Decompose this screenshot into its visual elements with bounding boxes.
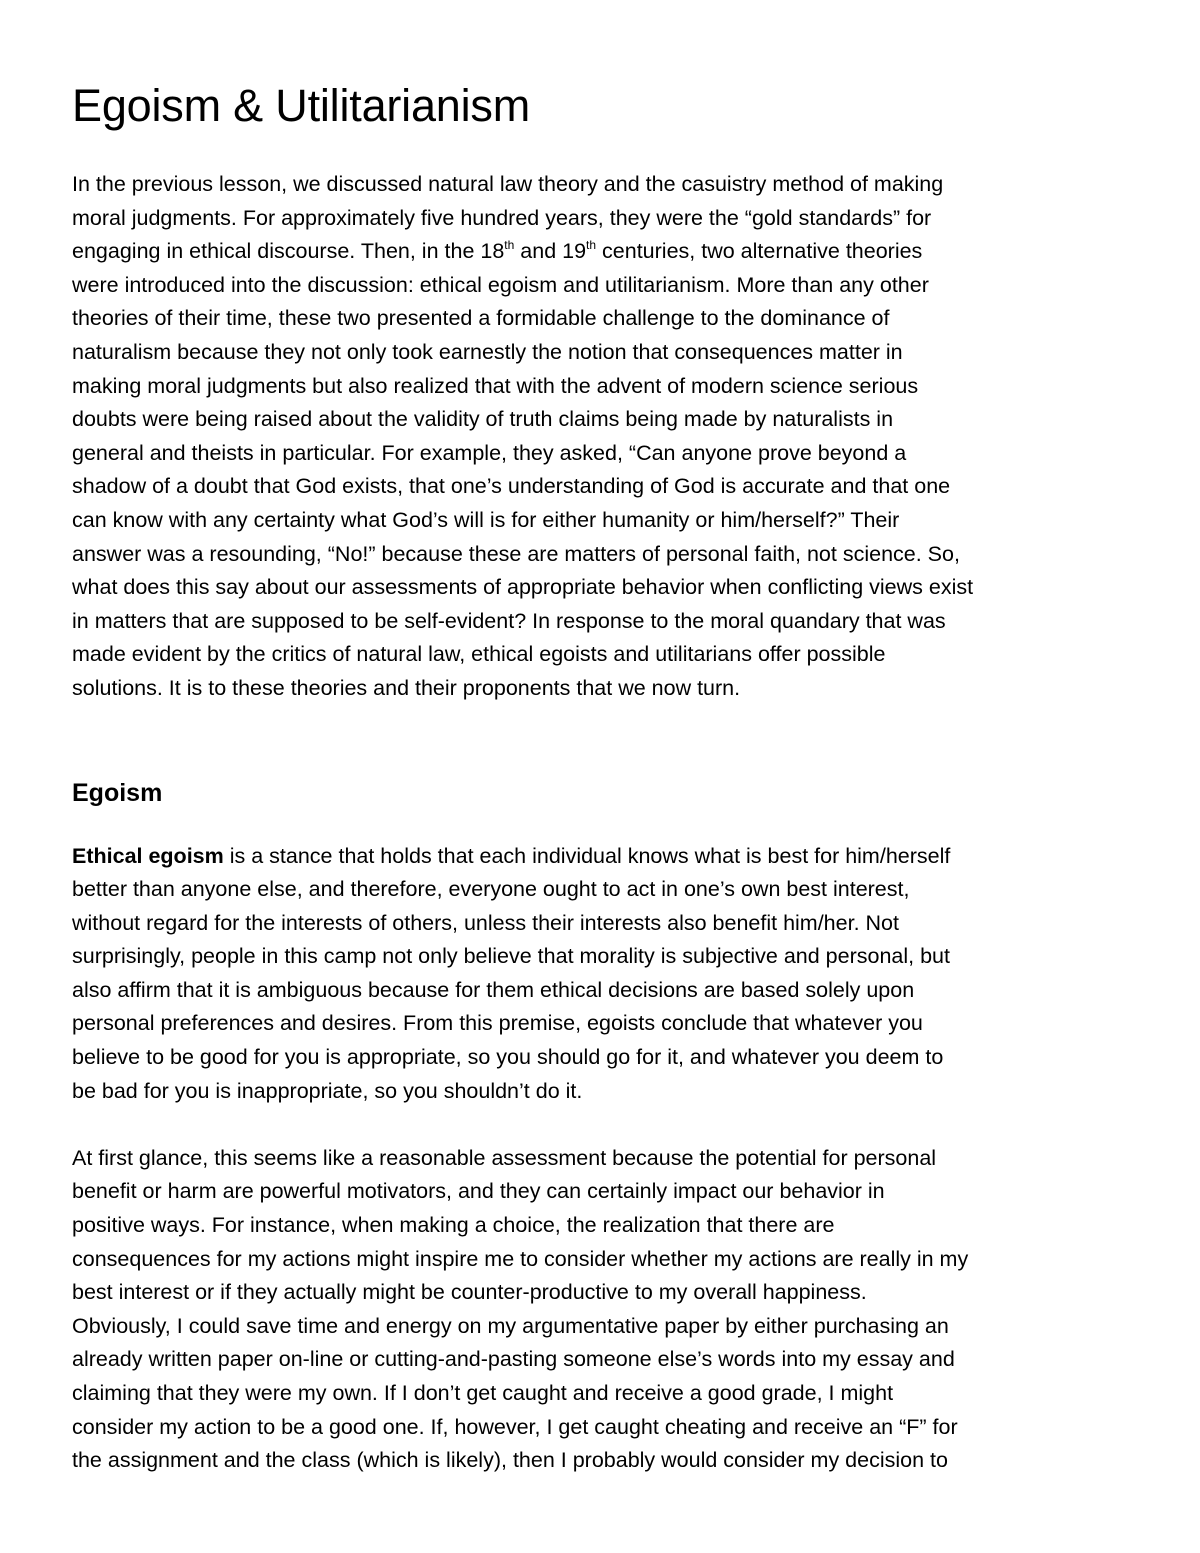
text-line: made evident by the critics of natural law, ethical egoists and utilitarians offer possible (72, 642, 886, 667)
text-fragment: engaging in ethical discourse. Then, in the 18 (72, 239, 505, 264)
text-line: what does this say about our assessments of appropriate behavior when conflicting views exist (72, 575, 974, 600)
text-line: doubts were being raised about the validity of truth claims being made by naturalists in (72, 407, 894, 432)
text-fragment: is a stance that holds that each individual knows what is best for him/herself (223, 843, 951, 868)
text-line: solutions. It is to these theories and their proponents that we now turn. (72, 675, 741, 700)
ordinal-suffix: th (586, 238, 597, 253)
text-line: claiming that they were my own. If I don’t get caught and receive a good grade, I might (72, 1381, 894, 1405)
text-line: shadow of a doubt that God exists, that one’s understanding of God is accurate and that one (72, 474, 951, 499)
text-line: theories of their time, these two presented a formidable challenge to the dominance of (72, 306, 890, 331)
text-line (72, 235, 1132, 269)
text-fragment: centuries, two alternative theories (596, 239, 923, 264)
text-line: consider my action to be a good one. If, however, I get caught cheating and receive an “F” for (72, 1414, 958, 1439)
text-line: believe to be good for you is appropriate, so you should go for it, and whatever you deem to (72, 1045, 944, 1070)
text-line: answer was a resounding, “No!” because these are matters of personal faith, not science. So, (72, 541, 960, 566)
text-line: personal preferences and desires. From this premise, egoists conclude that whatever you (72, 1011, 923, 1036)
text-line: best interest or if they actually might be counter-productive to my overall happiness. (72, 1280, 867, 1305)
text-line: consequences for my actions might inspire me to consider whether my actions are really in my (72, 1246, 969, 1271)
text-line: In the previous lesson, we discussed natural law theory and the casuistry method of making (72, 172, 944, 196)
text-line: naturalism because they not only took earnestly the notion that consequences matter in (72, 339, 903, 364)
text-line: benefit or harm are powerful motivators, and they can certainly impact our behavior in (72, 1179, 885, 1204)
text-line: without regard for the interests of others, unless their interests also benefit him/her. Not (72, 910, 899, 935)
text-line: moral judgments. For approximately five hundred years, they were the “gold standards” for (72, 205, 932, 230)
text-fragment: and 19 (514, 239, 587, 264)
text-line: can know with any certainty what God’s will is for either humanity or him/herself?” Their (72, 507, 900, 532)
defined-term: Ethical egoism (72, 843, 224, 868)
section-heading-egoism: Egoism (72, 778, 163, 807)
text-line: surprisingly, people in this camp not only believe that morality is subjective and personal, but (72, 944, 950, 969)
document-page (72, 78, 1132, 1478)
text-line: in matters that are supposed to be self-evident? In response to the moral quandary that was (72, 608, 946, 633)
text-line: better than anyone else, and therefore, everyone ought to act in one’s own best interest, (72, 877, 910, 902)
text-line: positive ways. For instance, when making a choice, the realization that there are (72, 1213, 835, 1238)
text-line (72, 840, 1132, 874)
ordinal-suffix: th (504, 238, 515, 253)
text-line: At first glance, this seems like a reasonable assessment because the potential for personal (72, 1145, 937, 1170)
first-glance-paragraph (72, 1142, 1132, 1478)
text-line: Obviously, I could save time and energy on my argumentative paper by either purchasing an (72, 1313, 949, 1338)
text-line: also affirm that it is ambiguous because for them ethical decisions are based solely upon (72, 977, 915, 1002)
text-line: already written paper on-line or cutting-and-pasting someone else’s words into my essay and (72, 1347, 955, 1372)
document-title: Egoism & Utilitarianism (72, 80, 531, 131)
intro-paragraph (72, 168, 1132, 706)
egoism-paragraph (72, 840, 1132, 1109)
text-line: were introduced into the discussion: ethical egoism and utilitarianism. More than any other (72, 272, 929, 297)
text-line: be bad for you is inappropriate, so you shouldn’t do it. (72, 1078, 583, 1103)
text-line: making moral judgments but also realized that with the advent of modern science serious (72, 373, 919, 398)
text-line: the assignment and the class (which is likely), then I probably would consider my decision to (72, 1448, 948, 1473)
text-line: general and theists in particular. For example, they asked, “Can anyone prove beyond a (72, 440, 907, 465)
